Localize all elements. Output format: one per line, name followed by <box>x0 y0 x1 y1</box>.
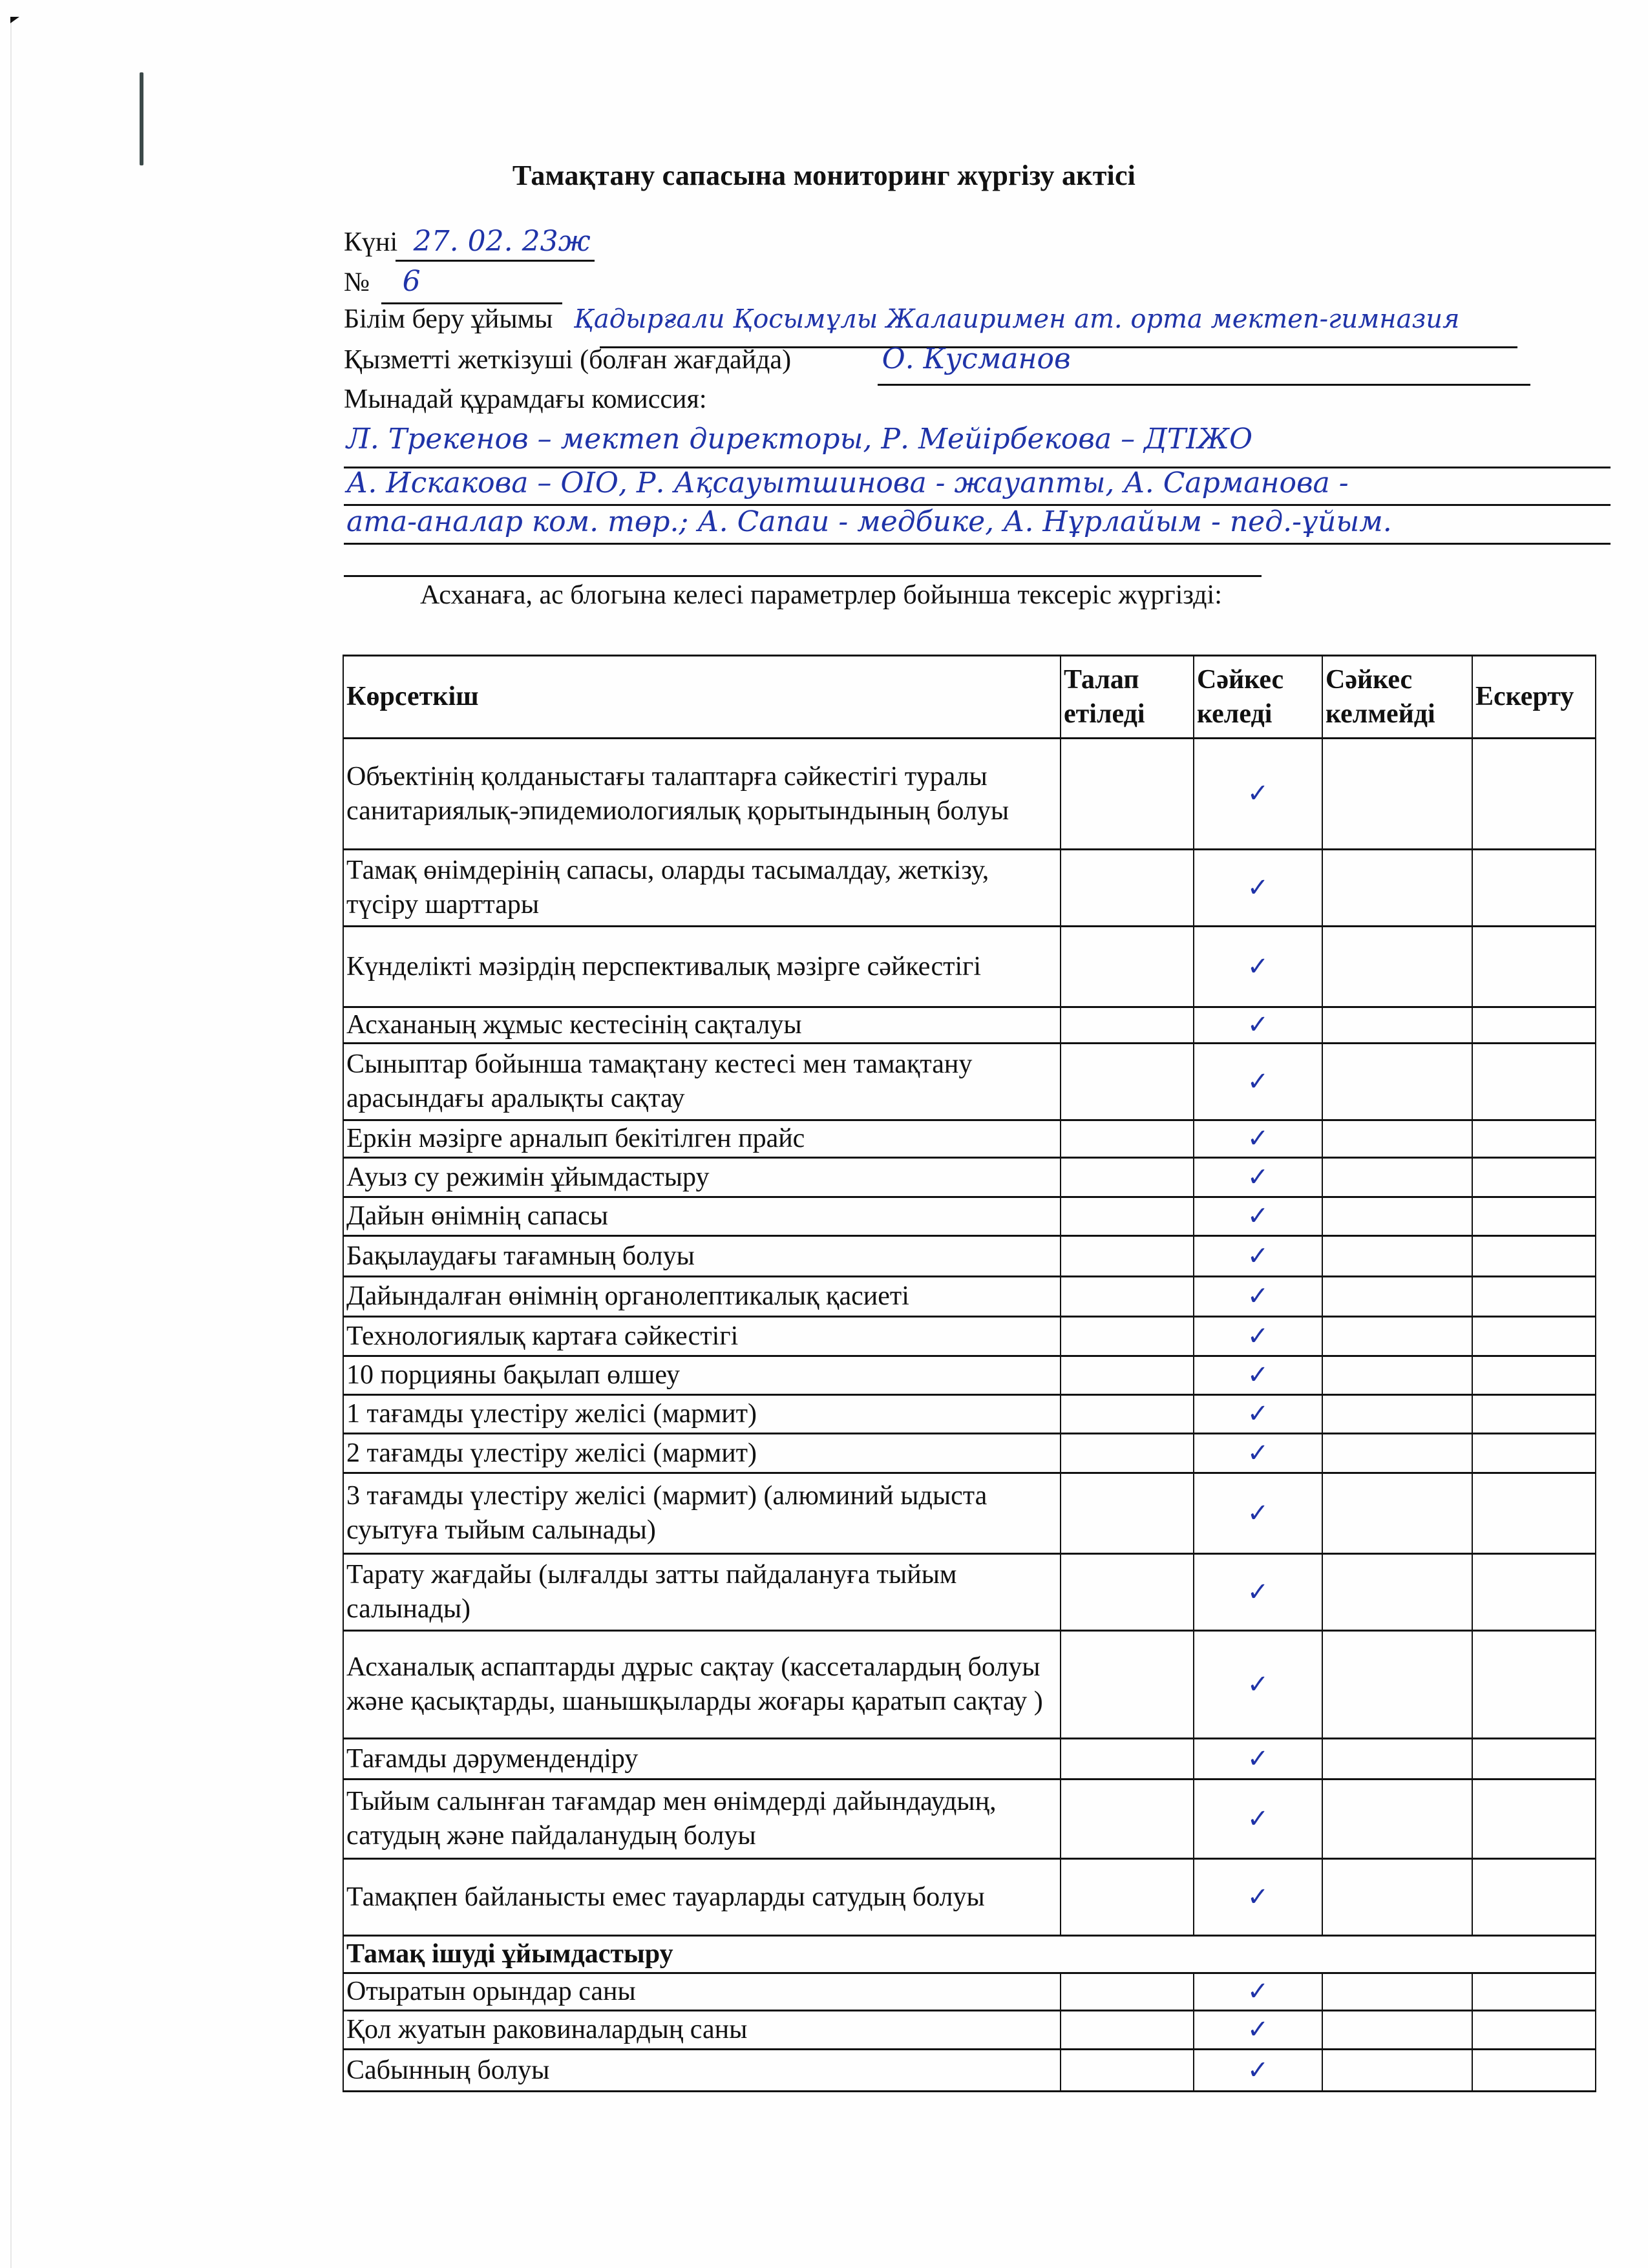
note-cell[interactable] <box>1472 1120 1596 1158</box>
required-cell[interactable] <box>1061 2050 1194 2092</box>
check-mark-icon: ✓ <box>1247 1399 1269 1429</box>
scan-corner-mark <box>10 17 19 23</box>
required-cell[interactable] <box>1061 1007 1194 1044</box>
table-row <box>343 1356 1596 1395</box>
note-cell[interactable] <box>1472 1554 1596 1631</box>
check-mark-icon: ✓ <box>1247 872 1269 903</box>
noncompliant-cell[interactable] <box>1322 1973 1472 2011</box>
note-cell[interactable] <box>1472 1473 1596 1554</box>
table-row <box>343 739 1596 850</box>
indicator-cell: Асханалық аспаптарды дұрыс сақтау (кассеталардың болуы және қасықтарды, шанышқыларды жоғары қаратып сақтау ) <box>343 1631 1061 1739</box>
compliant-cell[interactable] <box>1194 1434 1322 1473</box>
indicator-cell: Тамақ өнімдерінің сапасы, оларды тасымалдау, жеткізу, түсіру шарттары <box>343 850 1061 927</box>
compliant-cell[interactable] <box>1194 1120 1322 1158</box>
commission-line-1: Л. Трекенов – мектеп директоры, Р. Мейірбекова – ДТІЖО <box>346 423 1253 456</box>
noncompliant-cell[interactable] <box>1322 1356 1472 1395</box>
required-cell[interactable] <box>1061 1554 1194 1631</box>
required-cell[interactable] <box>1061 850 1194 927</box>
section-title: Тамақ ішуді ұйымдастыру <box>343 1936 1596 1973</box>
check-mark-icon: ✓ <box>1247 1977 1269 2006</box>
date-label: Күні <box>344 227 398 257</box>
noncompliant-cell[interactable] <box>1322 1859 1472 1936</box>
table-row <box>343 1554 1596 1631</box>
table-row <box>343 1317 1596 1356</box>
compliant-cell[interactable] <box>1194 1859 1322 1936</box>
required-cell[interactable] <box>1061 1044 1194 1120</box>
indicator-cell: Ауыз су режимін ұйымдастыру <box>343 1158 1061 1197</box>
compliant-cell[interactable] <box>1194 927 1322 1007</box>
required-cell[interactable] <box>1061 1973 1194 2011</box>
required-cell[interactable] <box>1061 1197 1194 1236</box>
noncompliant-cell[interactable] <box>1322 1120 1472 1158</box>
indicator-cell: 1 тағамды үлестіру желісі (мармит) <box>343 1395 1061 1434</box>
table-row <box>343 850 1596 927</box>
noncompliant-cell[interactable] <box>1322 739 1472 850</box>
check-mark-icon: ✓ <box>1247 2055 1269 2085</box>
table-row <box>343 1236 1596 1277</box>
indicator-cell: Дайындалған өнімнің органолептикалық қасиеті <box>343 1277 1061 1317</box>
required-cell[interactable] <box>1061 1158 1194 1197</box>
provider-value: О. Кусманов <box>882 342 1071 375</box>
compliant-cell[interactable] <box>1194 1197 1322 1236</box>
intro-text: Асханаға, ас блогына келесі параметрлер бойынша тексеріс жүргізді: <box>420 580 1222 610</box>
indicator-cell: Асхананың жұмыс кестесінің сақталуы <box>343 1007 1061 1044</box>
check-mark-icon: ✓ <box>1247 1882 1269 1912</box>
noncompliant-cell[interactable] <box>1322 2011 1472 2050</box>
table-row <box>343 1197 1596 1236</box>
note-cell[interactable] <box>1472 1007 1596 1044</box>
number-field <box>344 265 421 298</box>
note-cell[interactable] <box>1472 1973 1596 2011</box>
compliant-cell[interactable] <box>1194 1395 1322 1434</box>
note-cell[interactable] <box>1472 850 1596 927</box>
commission-line-3: ата-аналар ком. төр.; А. Сапаи - медбике, А. Нұрлайым - пед.-ұйым. <box>346 505 1392 538</box>
table-row <box>343 2050 1596 2092</box>
note-cell[interactable] <box>1472 1859 1596 1936</box>
compliant-cell[interactable] <box>1194 2050 1322 2092</box>
note-cell[interactable] <box>1472 1197 1596 1236</box>
noncompliant-cell[interactable] <box>1322 1158 1472 1197</box>
note-cell[interactable] <box>1472 1780 1596 1859</box>
note-cell[interactable] <box>1472 2050 1596 2092</box>
note-cell[interactable] <box>1472 1739 1596 1780</box>
compliant-cell[interactable] <box>1194 1317 1322 1356</box>
check-mark-icon: ✓ <box>1247 1577 1269 1607</box>
noncompliant-cell[interactable] <box>1322 1739 1472 1780</box>
compliant-cell[interactable] <box>1194 739 1322 850</box>
check-mark-icon: ✓ <box>1247 1010 1269 1040</box>
check-mark-icon: ✓ <box>1247 1124 1269 1153</box>
commission-line-2: А. Искакова – ОІО, Р. Ақсауытшинова - жауапты, А. Сарманова - <box>346 467 1349 499</box>
note-cell[interactable] <box>1472 739 1596 850</box>
table-row <box>343 2011 1596 2050</box>
required-cell[interactable] <box>1061 1631 1194 1739</box>
required-cell[interactable] <box>1061 1317 1194 1356</box>
compliant-cell[interactable] <box>1194 1631 1322 1739</box>
check-mark-icon: ✓ <box>1247 1669 1269 1699</box>
noncompliant-cell[interactable] <box>1322 1007 1472 1044</box>
commission-underline-4 <box>344 575 1262 577</box>
col-header-indicator: Көрсеткіш <box>343 656 1061 739</box>
organization-field <box>344 304 1460 335</box>
table-row <box>343 1158 1596 1197</box>
note-cell[interactable] <box>1472 1044 1596 1120</box>
noncompliant-cell[interactable] <box>1322 927 1472 1007</box>
indicator-cell: Технологиялық картаға сәйкестігі <box>343 1317 1061 1356</box>
compliant-cell[interactable] <box>1194 1780 1322 1859</box>
table-row <box>343 1395 1596 1434</box>
page-edge <box>10 19 12 2268</box>
check-mark-icon: ✓ <box>1247 1360 1269 1390</box>
compliant-cell[interactable] <box>1194 1973 1322 2011</box>
col-header-required: Талап етіледі <box>1061 656 1194 739</box>
noncompliant-cell[interactable] <box>1322 1317 1472 1356</box>
required-cell[interactable] <box>1061 927 1194 1007</box>
indicator-cell: Сыныптар бойынша тамақтану кестесі мен тамақтану арасындағы аралықты сақтау <box>343 1044 1061 1120</box>
document-title: Тамақтану сапасына мониторинг жүргізу актісі <box>512 160 1136 191</box>
indicator-cell: Тағамды дәрумендендіру <box>343 1739 1061 1780</box>
noncompliant-cell[interactable] <box>1322 1277 1472 1317</box>
col-header-note: Ескерту <box>1472 656 1596 739</box>
required-cell[interactable] <box>1061 1780 1194 1859</box>
date-underline <box>396 260 595 262</box>
check-mark-icon: ✓ <box>1247 951 1269 982</box>
required-cell[interactable] <box>1061 1277 1194 1317</box>
number-value: 6 <box>402 265 421 298</box>
check-mark-icon: ✓ <box>1247 1066 1269 1097</box>
table-row <box>343 1739 1596 1780</box>
check-mark-icon: ✓ <box>1247 1743 1269 1774</box>
required-cell[interactable] <box>1061 1859 1194 1936</box>
noncompliant-cell[interactable] <box>1322 1197 1472 1236</box>
check-mark-icon: ✓ <box>1247 1498 1269 1528</box>
col-header-compliant: Сәйкес келеді <box>1194 656 1322 739</box>
indicator-cell: Тыйым салынған тағамдар мен өнімдерді дайындаудың, сатудың және пайдаланудың болуы <box>343 1780 1061 1859</box>
commission-underline-3 <box>344 543 1611 545</box>
staple-mark <box>140 72 143 165</box>
note-cell[interactable] <box>1472 2011 1596 2050</box>
number-label: № <box>344 268 370 297</box>
table-row <box>343 1473 1596 1554</box>
check-mark-icon: ✓ <box>1247 779 1269 808</box>
note-cell[interactable] <box>1472 1434 1596 1473</box>
check-mark-icon: ✓ <box>1247 1321 1269 1351</box>
indicator-cell: Сабынның болуы <box>343 2050 1061 2092</box>
noncompliant-cell[interactable] <box>1322 1395 1472 1434</box>
required-cell[interactable] <box>1061 1236 1194 1277</box>
note-cell[interactable] <box>1472 1236 1596 1277</box>
indicator-cell: Күнделікті мәзірдің перспективалық мәзірге сәйкестігі <box>343 927 1061 1007</box>
note-cell[interactable] <box>1472 1356 1596 1395</box>
check-mark-icon: ✓ <box>1247 1803 1269 1834</box>
indicator-cell: 2 тағамды үлестіру желісі (мармит) <box>343 1434 1061 1473</box>
check-mark-icon: ✓ <box>1247 1162 1269 1192</box>
noncompliant-cell[interactable] <box>1322 1780 1472 1859</box>
date-field <box>344 225 591 258</box>
indicator-cell: Дайын өнімнің сапасы <box>343 1197 1061 1236</box>
noncompliant-cell[interactable] <box>1322 1631 1472 1739</box>
note-cell[interactable] <box>1472 1277 1596 1317</box>
table-row <box>343 927 1596 1007</box>
indicator-cell: Тамақпен байланысты емес тауарларды сатудың болуы <box>343 1859 1061 1936</box>
organization-label: Білім беру ұйымы <box>344 304 553 334</box>
note-cell[interactable] <box>1472 1158 1596 1197</box>
check-mark-icon: ✓ <box>1247 1438 1269 1468</box>
required-cell[interactable] <box>1061 1473 1194 1554</box>
note-cell[interactable] <box>1472 927 1596 1007</box>
col-header-noncompliant: Сәйкес келмейді <box>1322 656 1472 739</box>
table-row <box>343 1120 1596 1158</box>
compliant-cell[interactable] <box>1194 1554 1322 1631</box>
indicator-cell: Бақылаудағы тағамның болуы <box>343 1236 1061 1277</box>
noncompliant-cell[interactable] <box>1322 850 1472 927</box>
indicator-cell: Отыратын орындар саны <box>343 1973 1061 2011</box>
required-cell[interactable] <box>1061 739 1194 850</box>
compliant-cell[interactable] <box>1194 1739 1322 1780</box>
compliant-cell[interactable] <box>1194 1158 1322 1197</box>
table-row <box>343 1044 1596 1120</box>
note-cell[interactable] <box>1472 1395 1596 1434</box>
table-row <box>343 1277 1596 1317</box>
table-row <box>343 1859 1596 1936</box>
required-cell[interactable] <box>1061 1120 1194 1158</box>
indicator-cell: Қол жуатын раковиналардың саны <box>343 2011 1061 2050</box>
indicator-cell: 3 тағамды үлестіру желісі (мармит) (алюминий ыдыста суытуға тыйым салынады) <box>343 1473 1061 1554</box>
required-cell[interactable] <box>1061 1739 1194 1780</box>
noncompliant-cell[interactable] <box>1322 2050 1472 2092</box>
noncompliant-cell[interactable] <box>1322 1434 1472 1473</box>
note-cell[interactable] <box>1472 1631 1596 1739</box>
compliant-cell[interactable] <box>1194 1236 1322 1277</box>
inspection-table <box>343 655 1596 2092</box>
provider-underline <box>878 384 1530 386</box>
table-row <box>343 1434 1596 1473</box>
compliant-cell[interactable] <box>1194 2011 1322 2050</box>
indicator-cell: Тарату жағдайы (ылғалды затты пайдалануға тыйым салынады) <box>343 1554 1061 1631</box>
compliant-cell[interactable] <box>1194 1473 1322 1554</box>
indicator-cell: Еркін мәзірге арналып бекітілген прайс <box>343 1120 1061 1158</box>
compliant-cell[interactable] <box>1194 1277 1322 1317</box>
provider-field <box>344 342 1071 375</box>
noncompliant-cell[interactable] <box>1322 1554 1472 1631</box>
compliant-cell[interactable] <box>1194 1044 1322 1120</box>
organization-value: Қадырғали Қосымұлы Жалаиримен ат. орта мектеп-гимназия <box>573 304 1460 334</box>
table-row <box>343 1780 1596 1859</box>
check-mark-icon: ✓ <box>1247 1281 1269 1311</box>
check-mark-icon: ✓ <box>1247 1201 1269 1231</box>
noncompliant-cell[interactable] <box>1322 1473 1472 1554</box>
table-header-row <box>343 656 1596 739</box>
check-mark-icon: ✓ <box>1247 2015 1269 2044</box>
compliant-cell[interactable] <box>1194 850 1322 927</box>
indicator-cell: 10 порцияны бақылап өлшеу <box>343 1356 1061 1395</box>
table-row <box>343 1007 1596 1044</box>
commission-label: Мынадай құрамдағы комиссия: <box>344 384 707 414</box>
required-cell[interactable] <box>1061 1395 1194 1434</box>
note-cell[interactable] <box>1472 1317 1596 1356</box>
check-mark-icon: ✓ <box>1247 1241 1269 1271</box>
noncompliant-cell[interactable] <box>1322 1044 1472 1120</box>
required-cell[interactable] <box>1061 1434 1194 1473</box>
date-value: 27. 02. 23ж <box>413 225 591 258</box>
provider-label: Қызметті жеткізуші (болған жағдайда) <box>344 345 792 375</box>
table-row <box>343 1973 1596 2011</box>
required-cell[interactable] <box>1061 1356 1194 1395</box>
indicator-cell: Объектінің қолданыстағы талаптарға сәйкестігі туралы санитариялық-эпидемиологиялық қорытындының болуы <box>343 739 1061 850</box>
noncompliant-cell[interactable] <box>1322 1236 1472 1277</box>
table-row <box>343 1631 1596 1739</box>
compliant-cell[interactable] <box>1194 1356 1322 1395</box>
compliant-cell[interactable] <box>1194 1007 1322 1044</box>
section-header-row <box>343 1936 1596 1973</box>
required-cell[interactable] <box>1061 2011 1194 2050</box>
